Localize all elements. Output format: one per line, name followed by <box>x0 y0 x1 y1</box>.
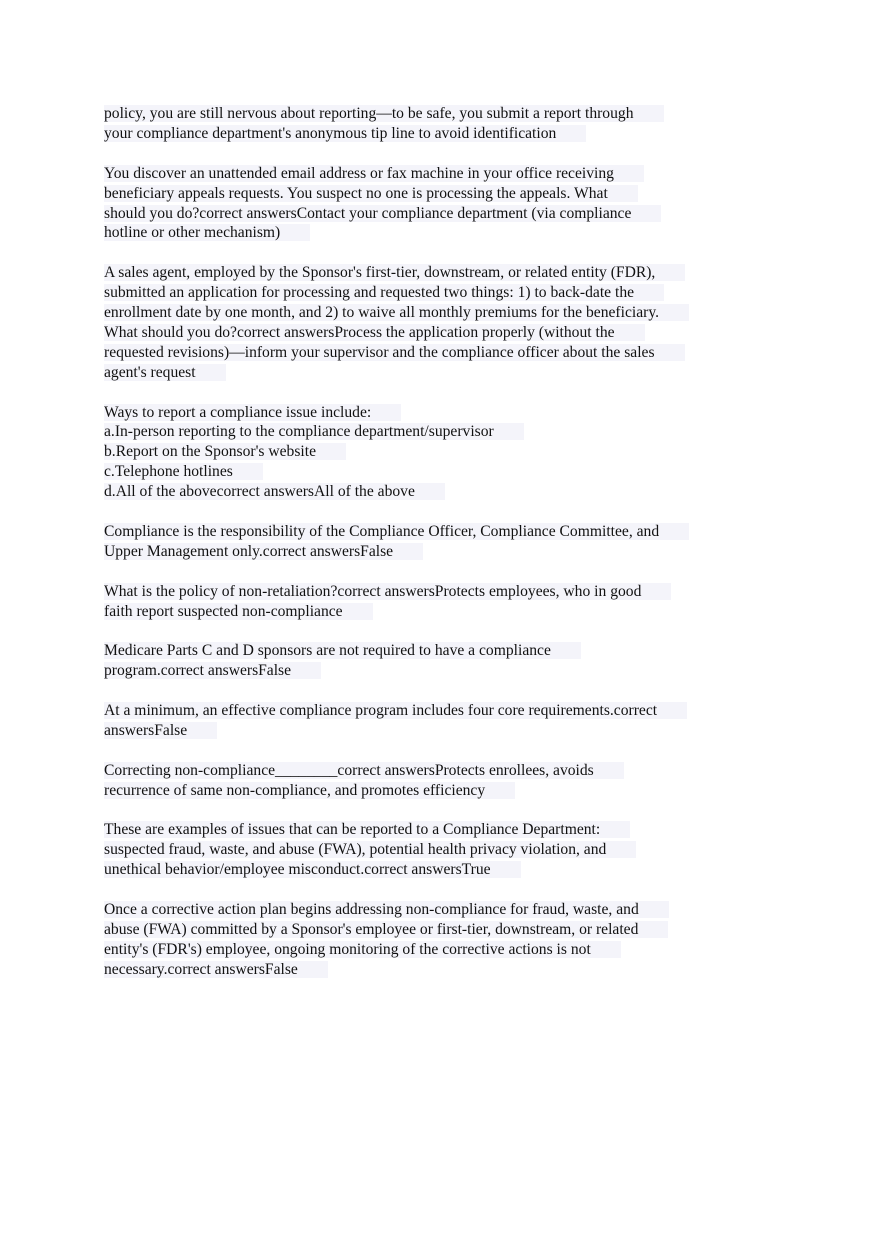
text-line <box>104 303 794 323</box>
text-line <box>104 840 794 860</box>
highlighted-text: b.Report on the Sponsor's website <box>104 443 346 460</box>
highlighted-text: policy, you are still nervous about reporting—to be safe, you submit a report through <box>104 105 664 122</box>
highlighted-text: necessary.correct answersFalse <box>104 961 328 978</box>
text-line <box>104 920 794 940</box>
highlighted-text: unethical behavior/employee misconduct.correct answersTrue <box>104 861 521 878</box>
highlighted-text: submitted an application for processing and requested two things: 1) to back-date the <box>104 284 664 301</box>
text-line <box>104 641 794 661</box>
highlighted-text: should you do?correct answersContact your compliance department (via compliance <box>104 205 661 222</box>
highlighted-text: suspected fraud, waste, and abuse (FWA), potential health privacy violation, and <box>104 841 636 858</box>
highlighted-text: c.Telephone hotlines <box>104 463 263 480</box>
highlighted-text: These are examples of issues that can be reported to a Compliance Department: <box>104 821 630 838</box>
text-line <box>104 820 794 840</box>
highlighted-text: d.All of the abovecorrect answersAll of the above <box>104 483 445 500</box>
document-body <box>104 104 794 1000</box>
highlighted-text: enrollment date by one month, and 2) to waive all monthly premiums for the beneficiary. <box>104 304 689 321</box>
highlighted-text: abuse (FWA) committed by a Sponsor's employee or first-tier, downstream, or related <box>104 921 668 938</box>
highlighted-text: Upper Management only.correct answersFalse <box>104 543 423 560</box>
text-line <box>104 403 794 423</box>
highlighted-text: your compliance department's anonymous tip line to avoid identification <box>104 125 586 142</box>
text-line <box>104 363 794 383</box>
text-line <box>104 900 794 920</box>
text-line <box>104 761 794 781</box>
highlighted-text: a.In-person reporting to the compliance department/supervisor <box>104 423 524 440</box>
highlighted-text: You discover an unattended email address or fax machine in your office receiving <box>104 165 644 182</box>
text-line <box>104 522 794 542</box>
text-line <box>104 462 794 482</box>
qa-paragraph <box>104 641 794 681</box>
highlighted-text: Medicare Parts C and D sponsors are not required to have a compliance <box>104 642 581 659</box>
text-line <box>104 263 794 283</box>
highlighted-text: requested revisions)—inform your supervisor and the compliance officer about the sales <box>104 344 685 361</box>
qa-paragraph <box>104 900 794 980</box>
text-line <box>104 940 794 960</box>
text-line <box>104 781 794 801</box>
highlighted-text: agent's request <box>104 364 226 381</box>
text-line <box>104 482 794 502</box>
qa-paragraph <box>104 820 794 880</box>
highlighted-text: Correcting non-compliance________correct answersProtects enrollees, avoids <box>104 762 624 779</box>
text-line <box>104 343 794 363</box>
text-line <box>104 104 794 124</box>
text-line <box>104 661 794 681</box>
highlighted-text: answersFalse <box>104 722 217 739</box>
qa-paragraph <box>104 263 794 382</box>
text-line <box>104 721 794 741</box>
text-line <box>104 422 794 442</box>
text-line <box>104 283 794 303</box>
text-line <box>104 582 794 602</box>
qa-paragraph <box>104 701 794 741</box>
highlighted-text: entity's (FDR's) employee, ongoing monitoring of the corrective actions is not <box>104 941 621 958</box>
text-line <box>104 164 794 184</box>
highlighted-text: A sales agent, employed by the Sponsor's first-tier, downstream, or related entity (FDR), <box>104 264 685 281</box>
highlighted-text: beneficiary appeals requests. You suspect no one is processing the appeals. What <box>104 185 638 202</box>
highlighted-text: Once a corrective action plan begins addressing non-compliance for fraud, waste, and <box>104 901 669 918</box>
highlighted-text: What is the policy of non-retaliation?correct answersProtects employees, who in good <box>104 583 671 600</box>
highlighted-text: recurrence of same non-compliance, and promotes efficiency <box>104 782 515 799</box>
qa-paragraph <box>104 761 794 801</box>
text-line <box>104 701 794 721</box>
text-line <box>104 860 794 880</box>
qa-paragraph <box>104 104 794 144</box>
text-line <box>104 602 794 622</box>
highlighted-text: What should you do?correct answersProcess the application properly (without the <box>104 324 645 341</box>
highlighted-text: Compliance is the responsibility of the Compliance Officer, Compliance Committee, and <box>104 523 689 540</box>
qa-paragraph <box>104 164 794 244</box>
qa-paragraph <box>104 403 794 503</box>
highlighted-text: At a minimum, an effective compliance program includes four core requirements.correct <box>104 702 687 719</box>
qa-paragraph <box>104 522 794 562</box>
highlighted-text: faith report suspected non-compliance <box>104 603 373 620</box>
text-line <box>104 184 794 204</box>
qa-paragraph <box>104 582 794 622</box>
highlighted-text: program.correct answersFalse <box>104 662 321 679</box>
text-line <box>104 442 794 462</box>
highlighted-text: Ways to report a compliance issue include: <box>104 404 401 421</box>
text-line <box>104 323 794 343</box>
text-line <box>104 542 794 562</box>
highlighted-text: hotline or other mechanism) <box>104 224 310 241</box>
text-line <box>104 204 794 224</box>
text-line <box>104 124 794 144</box>
text-line <box>104 960 794 980</box>
text-line <box>104 223 794 243</box>
